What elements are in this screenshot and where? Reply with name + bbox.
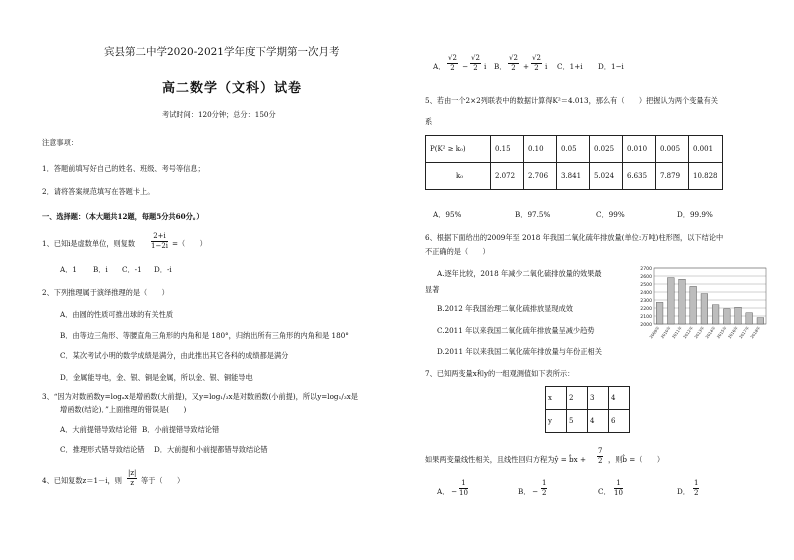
q2-option-d[interactable]: D．金属能导电，金、银、铜是金属，所以金、银、铜能导电 [60, 373, 253, 382]
table-row [426, 163, 723, 190]
q1-option-d[interactable]: D．-i [154, 265, 172, 274]
bar [690, 286, 697, 324]
q7-option-d-frac [693, 480, 699, 497]
frac-den: 10 [459, 489, 468, 497]
q4-stem-prefix: 4、已知复数z＝1－i，则 [42, 476, 122, 485]
table-cell: 0.005 [656, 136, 689, 163]
q3-option-a[interactable]: A．大前提错导致结论错 [60, 425, 138, 434]
x-tick-label: 2013年 [693, 325, 706, 340]
frac-den: 2 [694, 489, 699, 497]
q4-option-a-frac2 [470, 55, 481, 72]
table-cell: 5.024 [590, 163, 623, 190]
q7-option-d-label[interactable]: D． [677, 487, 690, 496]
q6-option-c[interactable]: C.2011 年以来我国二氧化硫年排放量呈减少趋势 [437, 326, 595, 335]
q4-stem-suffix: 等于（ ） [141, 476, 185, 485]
bar [667, 278, 674, 324]
table-cell: 3 [588, 387, 609, 410]
q2-option-b[interactable]: B．由等边三角形、等腰直角三角形的内角和是 180°，归纳出所有三角形的内角和是 180° [60, 331, 349, 340]
exam-title: 高二数学（文科）试卷 [162, 81, 303, 96]
q7-stem: 7、已知两变量x和y的一组观测值如下表所示： [425, 369, 575, 378]
frac-num: 1 [614, 480, 623, 489]
q1-frac-den: 1−2i [151, 242, 169, 250]
q3-option-c[interactable]: C．推理形式错导致结论错 [60, 445, 145, 454]
table-row [546, 387, 630, 410]
q7-option-b-label[interactable]: B． [518, 487, 531, 496]
notes-heading: 注意事项： [42, 138, 78, 147]
frac-num: 1 [542, 479, 547, 487]
q2-option-a[interactable]: A．由圆的性质可推出球的有关性质 [60, 310, 174, 319]
y-tick-label: 2600 [640, 274, 652, 280]
section-title: 一、选择题：（本大题共12题，每题5分共60分。） [42, 212, 204, 221]
frac-num: √2 [471, 54, 480, 62]
frac-den: 2 [598, 457, 603, 465]
table-cell: 5 [567, 410, 588, 433]
y-tick-label: 2400 [640, 290, 652, 296]
table-cell: 2.706 [524, 163, 557, 190]
frac-num: √2 [532, 54, 541, 62]
q7-option-b-frac [541, 480, 547, 497]
y-tick-label: 2300 [640, 298, 652, 304]
q4-option-b-frac2 [531, 55, 542, 72]
y-tick-label: 2700 [640, 266, 652, 272]
frac-den: 2 [511, 64, 516, 72]
q2-option-c[interactable]: C．某次考试小明的数学成绩是满分，由此推出其它各科的成绩都是满分 [60, 351, 289, 360]
table-cell: 0.010 [623, 136, 656, 163]
q7-cond-prefix: 如果两变量线性相关，且线性回归方程为ŷ = b̂x + [425, 455, 586, 464]
q7-option-a-label[interactable]: A． [437, 487, 450, 496]
q4-option-b-frac1 [508, 55, 519, 72]
observation-table [545, 386, 630, 433]
q1-option-a[interactable]: A．1 [60, 265, 77, 274]
q5-option-b[interactable]: B．97.5% [515, 210, 551, 219]
q1-stem-suffix: =（ ） [172, 239, 207, 248]
q4-option-b-op: + [523, 62, 530, 71]
y-tick-label: 2100 [640, 314, 652, 320]
q3-option-d[interactable]: D．大前提和小前提都错导致结论错 [154, 445, 268, 454]
q1-fraction [151, 233, 168, 250]
critical-value-table [425, 135, 723, 190]
q1-frac-num: 2+i [151, 233, 168, 242]
frac-den: 10 [614, 489, 623, 497]
q3-stem-line1: 3、“因为对数函数y=logₐx是增函数(大前提)，又y=log₁/₃x是对数函数(小前提)，所以y=log₁/₃x是 [42, 392, 358, 401]
x-tick-label: 2018年 [749, 325, 762, 340]
bar [723, 309, 730, 324]
y-tick-label: 2500 [640, 282, 652, 288]
q1-stem-prefix: 1、已知i是虚数单位，则复数 [42, 239, 136, 248]
frac-den: 2 [542, 489, 547, 497]
bar [679, 279, 686, 324]
table-header-cell: P(K² ≥ k₀) [426, 136, 491, 163]
y-tick-label: 2200 [640, 306, 652, 312]
table-cell: 6.635 [623, 163, 656, 190]
frac-num: √2 [509, 54, 518, 62]
table-header-cell: k₀ [426, 163, 491, 190]
q7-option-a-sign: − [451, 487, 458, 496]
x-tick-label: 2010年 [659, 325, 672, 340]
x-tick-label: 2014年 [704, 325, 717, 340]
table-cell: 6 [609, 410, 630, 433]
table-cell: 2.072 [491, 163, 524, 190]
table-row [426, 136, 723, 163]
school-title: 宾县第二中学2020-2021学年度下学期第一次月考 [104, 46, 340, 58]
x-tick-label: 2016年 [726, 325, 739, 340]
q7-option-b-sign: − [532, 487, 539, 496]
q4-fraction [127, 470, 137, 487]
bar [656, 302, 663, 324]
note-item: 2．请将答案规范填写在答题卡上。 [42, 187, 155, 196]
x-tick-label: 2009年 [648, 325, 661, 340]
q4-option-c[interactable]: C．1+i [557, 62, 583, 71]
q5-option-d[interactable]: D．99.9% [677, 210, 713, 219]
table-cell: 4 [609, 387, 630, 410]
table-cell: 0.10 [524, 136, 557, 163]
table-cell: 3.841 [557, 163, 590, 190]
q1-option-c[interactable]: C．-1 [122, 265, 142, 274]
q5-option-a[interactable]: A．95% [433, 210, 462, 219]
q5-option-c[interactable]: C．99% [596, 210, 625, 219]
table-cell: 0.001 [689, 136, 723, 163]
frac-num: √2 [448, 54, 457, 62]
x-tick-label: 2011年 [670, 325, 683, 340]
q5-stem-line2: 系 [425, 117, 433, 126]
frac-num: 7 [598, 447, 603, 455]
q4-option-a-label[interactable]: A． [433, 62, 446, 71]
q4-frac-num: |z| [128, 469, 137, 477]
q4-frac-den: z [130, 479, 135, 487]
y-tick-label: 2000 [640, 322, 652, 328]
q5-stem-line1: 5、若由一个2×2列联表中的数据计算得K²＝4.013，那么有（ ）把握认为两个变量有关 [425, 96, 718, 105]
table-cell: 2 [567, 387, 588, 410]
q7-option-a-frac [459, 480, 468, 497]
q4-option-d[interactable]: D．1−i [598, 62, 624, 71]
bar [701, 294, 708, 324]
frac-num: 1 [459, 480, 468, 489]
frac-den: 2 [534, 64, 539, 72]
q6-option-d[interactable]: D.2011 年以来我国二氧化硫年排放量与年份正相关 [437, 347, 602, 356]
q3-option-b[interactable]: B．小前提错导致结论错 [142, 425, 220, 434]
frac-den: 2 [450, 64, 455, 72]
x-tick-label: 2015年 [715, 325, 728, 340]
bar [712, 305, 719, 324]
q7-cond-fraction [597, 448, 603, 465]
bar [757, 318, 764, 324]
time-score: 考试时间：120分钟；总分：150分 [162, 110, 276, 119]
table-cell: 0.025 [590, 136, 623, 163]
q2-stem: 2、下列推理属于演绎推理的是（ ） [42, 288, 169, 297]
note-item: 1．答题前填写好自己的姓名、班级、考号等信息； [42, 164, 205, 173]
q4-option-b-label[interactable]: B． [494, 62, 507, 71]
table-header-cell: x [546, 387, 567, 410]
so2-emission-bar-chart [632, 262, 774, 344]
x-tick-label: 2012年 [682, 325, 695, 340]
q4-option-a-tail: i [484, 62, 487, 71]
q4-option-b-tail: i [545, 62, 548, 71]
frac-num: 1 [694, 479, 699, 487]
q6-option-a-line2: 显著 [425, 285, 440, 294]
q7-option-c-frac [614, 480, 623, 497]
table-cell: 10.828 [689, 163, 723, 190]
q7-option-c-label[interactable]: C． [598, 487, 611, 496]
frac-den: 2 [473, 64, 478, 72]
q3-stem-line2: 增函数(结论)．”上面推理的错误是( ) [60, 405, 187, 414]
table-cell: 0.05 [557, 136, 590, 163]
q7-cond-suffix: ，则b̂ =（ ） [608, 455, 665, 464]
x-tick-label: 2017年 [738, 325, 751, 340]
q1-option-b[interactable]: B．i [93, 265, 108, 274]
q6-option-b[interactable]: B.2012 年我国治理二氧化硫排放显现成效 [437, 304, 573, 313]
q6-option-a-line1[interactable]: A.逐年比较，2018 年减少二氧化硫排放量的效果最 [437, 269, 602, 278]
table-cell: 4 [588, 410, 609, 433]
table-cell: 7.879 [656, 163, 689, 190]
table-cell: 0.15 [491, 136, 524, 163]
q4-option-a-frac1 [447, 55, 458, 72]
bar [746, 313, 753, 324]
table-header-cell: y [546, 410, 567, 433]
bar [735, 307, 742, 324]
q4-option-a-op: − [462, 62, 469, 71]
table-row [546, 410, 630, 433]
q6-stem-line2: 不正确的是（ ） [425, 247, 490, 256]
q6-stem-line1: 6、根据下面给出的2009年至 2018 年我国二氧化硫年排放量(单位:万吨)柱形图，以下结论中 [425, 233, 724, 242]
